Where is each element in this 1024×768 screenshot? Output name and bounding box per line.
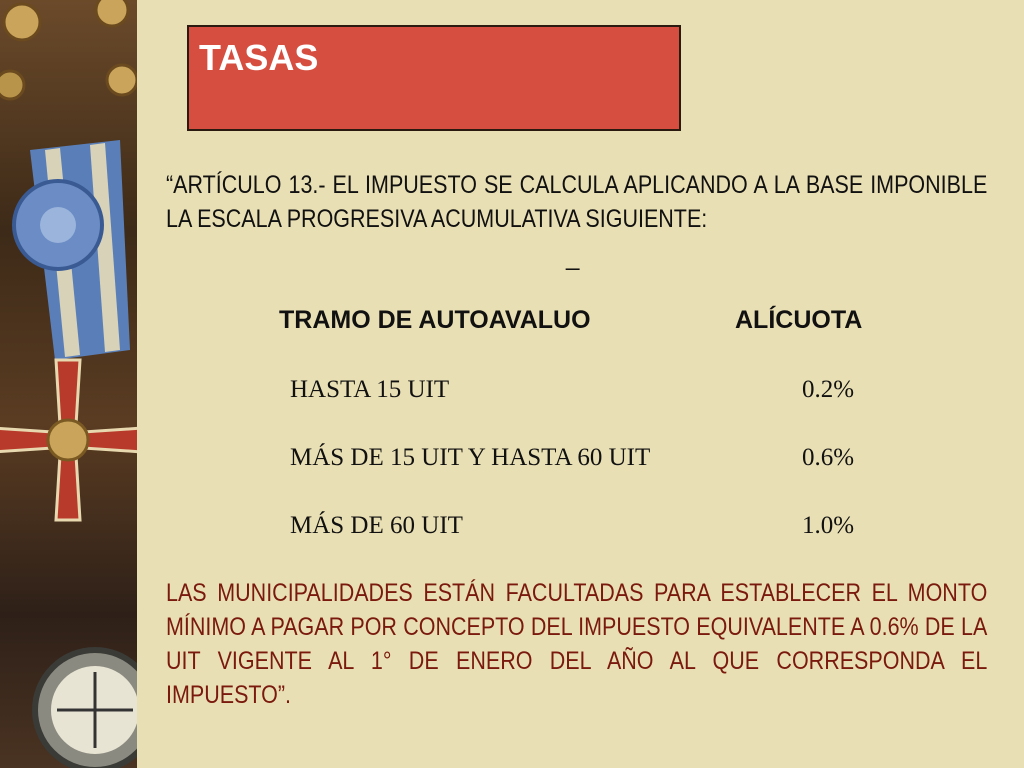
row-1-alicuota: 0.2% — [802, 376, 855, 403]
page-title: TASAS — [199, 37, 319, 78]
row-3-tramo: MÁS DE 60 UIT — [290, 512, 463, 539]
header-alicuota: ALÍCUOTA — [735, 306, 863, 334]
closing-text: LAS MUNICIPALIDADES ESTÁN FACULTADAS PARA ESTABLECER EL MONTO MÍNIMO A PAGAR POR CONCEPTO DEL IMPUESTO EQUIVALENTE A 0.6% DE LA UIT VIGENTE AL 1° DE ENERO DEL AÑO AL QUE CORRESPONDA EL IMPUESTO”. — [166, 579, 988, 709]
row-1-tramo: HASTA 15 UIT — [290, 376, 450, 403]
decorative-medals-image — [0, 0, 137, 768]
header-tramo: TRAMO DE AUTOAVALUO — [279, 306, 591, 334]
article-intro-text: “ARTÍCULO 13.- EL IMPUESTO SE CALCULA APLICANDO A LA BASE IMPONIBLE LA ESCALA PROGRESIVA ACUMULATIVA SIGUIENTE: — [166, 171, 988, 233]
row-2-tramo: MÁS DE 15 UIT Y HASTA 60 UIT — [290, 444, 651, 471]
title-banner — [187, 25, 681, 131]
row-3-alicuota: 1.0% — [802, 512, 855, 539]
dash-mark: _ — [566, 244, 580, 271]
row-2-alicuota: 0.6% — [802, 444, 855, 471]
